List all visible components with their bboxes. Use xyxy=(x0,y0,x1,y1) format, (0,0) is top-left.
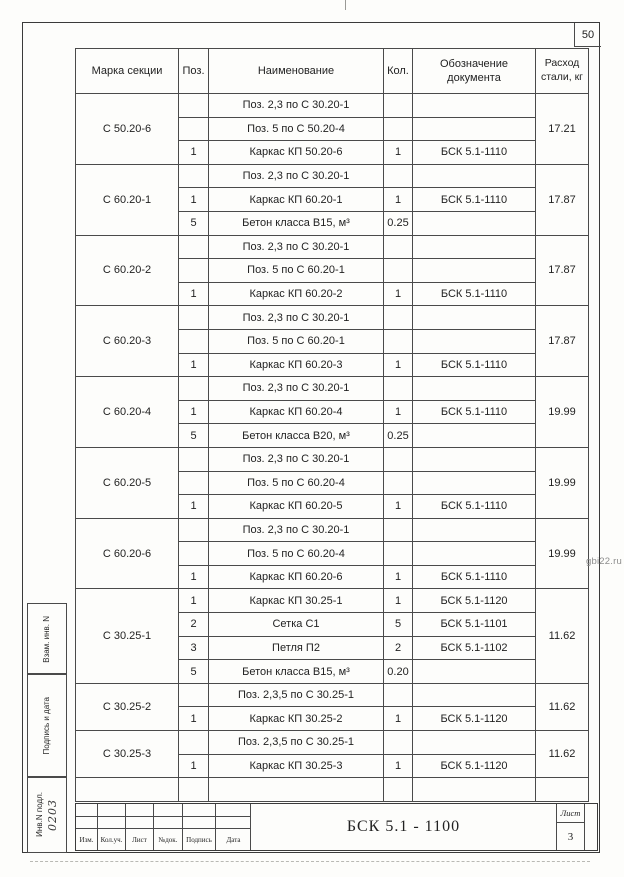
doc-cell xyxy=(413,447,536,471)
margin-label-vzam-inv: Взам. инв. N xyxy=(42,615,51,663)
doc-cell xyxy=(413,471,536,495)
steel-cell: 17.87 xyxy=(536,164,589,235)
mark-cell: С 60.20-1 xyxy=(76,164,179,235)
pos-cell xyxy=(179,731,209,755)
name-cell: Поз. 5 по С 60.20-4 xyxy=(209,471,384,495)
doc-cell: БСК 5.1-1110 xyxy=(413,400,536,424)
qty-cell xyxy=(384,542,413,566)
name-cell: Сетка С1 xyxy=(209,613,384,637)
revision-cell xyxy=(126,816,154,828)
name-cell: Каркас КП 60.20-1 xyxy=(209,188,384,212)
qty-cell xyxy=(384,259,413,283)
qty-cell xyxy=(384,117,413,141)
mark-cell: С 60.20-4 xyxy=(76,377,179,448)
revision-label: Изм. xyxy=(76,828,98,850)
revision-cell xyxy=(76,816,98,828)
doc-cell: БСК 5.1-1110 xyxy=(413,282,536,306)
doc-cell xyxy=(413,117,536,141)
doc-cell xyxy=(413,164,536,188)
revision-cell xyxy=(183,816,216,828)
qty-cell xyxy=(384,377,413,401)
pos-cell: 1 xyxy=(179,754,209,778)
name-cell: Каркас КП 60.20-2 xyxy=(209,282,384,306)
empty-cell xyxy=(384,778,413,802)
doc-cell xyxy=(413,683,536,707)
sheet-label: Лист xyxy=(557,804,584,823)
doc-cell: БСК 5.1-1101 xyxy=(413,613,536,637)
steel-cell: 17.21 xyxy=(536,94,589,165)
pos-cell xyxy=(179,471,209,495)
qty-cell: 1 xyxy=(384,141,413,165)
pos-cell xyxy=(179,329,209,353)
doc-cell: БСК 5.1-1120 xyxy=(413,589,536,613)
doc-number: БСК 5.1 - 1100 xyxy=(346,818,461,835)
name-cell: Поз. 5 по С 60.20-1 xyxy=(209,329,384,353)
name-cell: Каркас КП 50.20-6 xyxy=(209,141,384,165)
name-cell: Каркас КП 30.25-2 xyxy=(209,707,384,731)
name-cell: Поз. 5 по С 60.20-1 xyxy=(209,259,384,283)
qty-cell: 2 xyxy=(384,636,413,660)
qty-cell xyxy=(384,447,413,471)
name-cell: Поз. 2,3 по С 30.20-1 xyxy=(209,447,384,471)
empty-cell xyxy=(179,778,209,802)
pos-cell: 1 xyxy=(179,188,209,212)
pos-cell xyxy=(179,377,209,401)
doc-cell xyxy=(413,94,536,118)
qty-cell xyxy=(384,329,413,353)
name-cell: Каркас КП 60.20-3 xyxy=(209,353,384,377)
steel-cell: 19.99 xyxy=(536,518,589,589)
pos-cell: 5 xyxy=(179,211,209,235)
revision-label: Кол.уч. xyxy=(98,828,126,850)
doc-cell: БСК 5.1-1110 xyxy=(413,495,536,519)
pos-cell: 1 xyxy=(179,707,209,731)
mark-cell: С 60.20-3 xyxy=(76,306,179,377)
page-number-box xyxy=(574,23,601,47)
pos-cell xyxy=(179,259,209,283)
margin-cell-inv-podl xyxy=(27,776,67,853)
scan-artifact xyxy=(345,0,346,10)
revision-cell xyxy=(183,804,216,816)
sheet-number: 3 xyxy=(567,830,574,843)
pos-cell: 1 xyxy=(179,282,209,306)
name-cell: Поз. 2,3 по С 30.20-1 xyxy=(209,518,384,542)
spec-row xyxy=(76,683,589,707)
spec-row xyxy=(76,235,589,259)
pos-cell xyxy=(179,164,209,188)
name-cell: Поз. 2,3,5 по С 30.25-1 xyxy=(209,683,384,707)
watermark: gbi22.ru xyxy=(586,556,622,567)
sheet-section xyxy=(556,804,597,850)
margin-cell-podpis-data xyxy=(27,673,67,778)
qty-cell: 0.20 xyxy=(384,660,413,684)
pos-cell xyxy=(179,94,209,118)
qty-cell: 0.25 xyxy=(384,424,413,448)
spec-row xyxy=(76,731,589,755)
margin-label-inv-podl: Инв.N подл. xyxy=(35,792,44,837)
doc-cell xyxy=(413,329,536,353)
name-cell: Бетон класса В15, м³ xyxy=(209,211,384,235)
margin-cell-vzam-inv xyxy=(27,603,67,675)
specification-table xyxy=(75,48,589,802)
header-qty: Кол. xyxy=(384,49,413,94)
margin-label-podpis-data: Подпись и дата xyxy=(42,696,51,755)
doc-cell: БСК 5.1-1110 xyxy=(413,565,536,589)
revision-label: Подпись xyxy=(183,828,216,850)
steel-cell: 11.62 xyxy=(536,731,589,778)
qty-cell: 1 xyxy=(384,565,413,589)
doc-cell xyxy=(413,235,536,259)
pos-cell: 2 xyxy=(179,613,209,637)
header-doc: Обозначение документа xyxy=(413,49,536,94)
qty-cell xyxy=(384,731,413,755)
doc-cell: БСК 5.1-1110 xyxy=(413,353,536,377)
steel-cell: 11.62 xyxy=(536,683,589,730)
revision-cell xyxy=(126,804,154,816)
header-name: Наименование xyxy=(209,49,384,94)
pos-cell: 1 xyxy=(179,353,209,377)
pos-cell: 5 xyxy=(179,660,209,684)
doc-cell: БСК 5.1-1102 xyxy=(413,636,536,660)
doc-cell: БСК 5.1-1110 xyxy=(413,188,536,212)
name-cell: Поз. 2,3 по С 30.20-1 xyxy=(209,377,384,401)
table-header-row xyxy=(76,49,589,94)
header-mark: Марка секции xyxy=(76,49,179,94)
name-cell: Поз. 2,3 по С 30.20-1 xyxy=(209,235,384,259)
doc-cell: БСК 5.1-1110 xyxy=(413,141,536,165)
qty-cell: 5 xyxy=(384,613,413,637)
qty-cell: 1 xyxy=(384,188,413,212)
steel-cell: 19.99 xyxy=(536,447,589,518)
doc-cell xyxy=(413,660,536,684)
header-pos: Поз. xyxy=(179,49,209,94)
empty-cell xyxy=(76,778,179,802)
qty-cell xyxy=(384,94,413,118)
qty-cell: 1 xyxy=(384,589,413,613)
spec-row xyxy=(76,306,589,330)
qty-cell: 1 xyxy=(384,282,413,306)
revision-cell xyxy=(98,804,126,816)
sheet-box xyxy=(556,804,585,850)
pos-cell xyxy=(179,542,209,566)
doc-cell: БСК 5.1-1120 xyxy=(413,754,536,778)
pos-cell xyxy=(179,117,209,141)
steel-cell: 11.62 xyxy=(536,589,589,683)
name-cell: Поз. 2,3,5 по С 30.25-1 xyxy=(209,731,384,755)
qty-cell: 1 xyxy=(384,400,413,424)
empty-cell xyxy=(413,778,536,802)
mark-cell: С 50.20-6 xyxy=(76,94,179,165)
name-cell: Поз. 2,3 по С 30.20-1 xyxy=(209,306,384,330)
empty-cell xyxy=(209,778,384,802)
mark-cell: С 60.20-2 xyxy=(76,235,179,306)
doc-cell xyxy=(413,518,536,542)
name-cell: Каркас КП 60.20-6 xyxy=(209,565,384,589)
spec-row xyxy=(76,518,589,542)
name-cell: Поз. 5 по С 60.20-4 xyxy=(209,542,384,566)
name-cell: Каркас КП 60.20-5 xyxy=(209,495,384,519)
spec-row xyxy=(76,164,589,188)
mark-cell: С 60.20-5 xyxy=(76,447,179,518)
pos-cell: 1 xyxy=(179,141,209,165)
spec-row xyxy=(76,589,589,613)
doc-cell xyxy=(413,259,536,283)
mark-cell: С 30.25-3 xyxy=(76,731,179,778)
qty-cell xyxy=(384,518,413,542)
spec-row xyxy=(76,447,589,471)
name-cell: Каркас КП 30.25-3 xyxy=(209,754,384,778)
pos-cell xyxy=(179,235,209,259)
steel-cell: 17.87 xyxy=(536,306,589,377)
page-number: 50 xyxy=(581,28,595,41)
name-cell: Поз. 5 по С 50.20-4 xyxy=(209,117,384,141)
spec-row-empty xyxy=(76,778,589,802)
steel-cell: 17.87 xyxy=(536,235,589,306)
qty-cell: 1 xyxy=(384,495,413,519)
doc-cell: БСК 5.1-1120 xyxy=(413,707,536,731)
name-cell: Петля П2 xyxy=(209,636,384,660)
title-block xyxy=(75,803,598,851)
doc-cell xyxy=(413,731,536,755)
pos-cell xyxy=(179,306,209,330)
revision-cell xyxy=(76,804,98,816)
name-cell: Бетон класса В15, м³ xyxy=(209,660,384,684)
doc-cell xyxy=(413,306,536,330)
name-cell: Поз. 2,3 по С 30.20-1 xyxy=(209,164,384,188)
pos-cell: 1 xyxy=(179,495,209,519)
revision-label: №док. xyxy=(154,828,183,850)
sheet-box-gap xyxy=(585,804,597,850)
qty-cell: 0.25 xyxy=(384,211,413,235)
pos-cell xyxy=(179,683,209,707)
doc-cell xyxy=(413,542,536,566)
qty-cell xyxy=(384,235,413,259)
revision-label: Дата xyxy=(216,828,251,850)
doc-cell xyxy=(413,377,536,401)
spec-row xyxy=(76,94,589,118)
pos-cell: 1 xyxy=(179,589,209,613)
pos-cell: 1 xyxy=(179,400,209,424)
header-steel: Расход стали, кг xyxy=(536,49,589,94)
name-cell: Каркас КП 60.20-4 xyxy=(209,400,384,424)
pos-cell: 3 xyxy=(179,636,209,660)
spec-row xyxy=(76,377,589,401)
doc-cell xyxy=(413,211,536,235)
doc-cell xyxy=(413,424,536,448)
qty-cell xyxy=(384,306,413,330)
mark-cell: С 60.20-6 xyxy=(76,518,179,589)
revision-label: Лист xyxy=(126,828,154,850)
pos-cell xyxy=(179,447,209,471)
pos-cell xyxy=(179,518,209,542)
name-cell: Бетон класса В20, м³ xyxy=(209,424,384,448)
empty-cell xyxy=(536,778,589,802)
steel-cell: 19.99 xyxy=(536,377,589,448)
qty-cell xyxy=(384,471,413,495)
pos-cell: 5 xyxy=(179,424,209,448)
name-cell: Каркас КП 30.25-1 xyxy=(209,589,384,613)
qty-cell: 1 xyxy=(384,353,413,377)
revision-cell xyxy=(98,816,126,828)
qty-cell: 1 xyxy=(384,754,413,778)
mark-cell: С 30.25-1 xyxy=(76,589,179,683)
revision-cell xyxy=(216,816,251,828)
revision-cell xyxy=(216,804,251,816)
revision-table xyxy=(76,804,251,850)
revision-cell xyxy=(154,816,183,828)
qty-cell xyxy=(384,164,413,188)
pos-cell: 1 xyxy=(179,565,209,589)
name-cell: Поз. 2,3 по С 30.20-1 xyxy=(209,94,384,118)
handwritten-inventory-number: 0203 xyxy=(46,798,59,831)
mark-cell: С 30.25-2 xyxy=(76,683,179,730)
qty-cell: 1 xyxy=(384,707,413,731)
qty-cell xyxy=(384,683,413,707)
scan-artifact xyxy=(30,861,590,862)
revision-cell xyxy=(154,804,183,816)
